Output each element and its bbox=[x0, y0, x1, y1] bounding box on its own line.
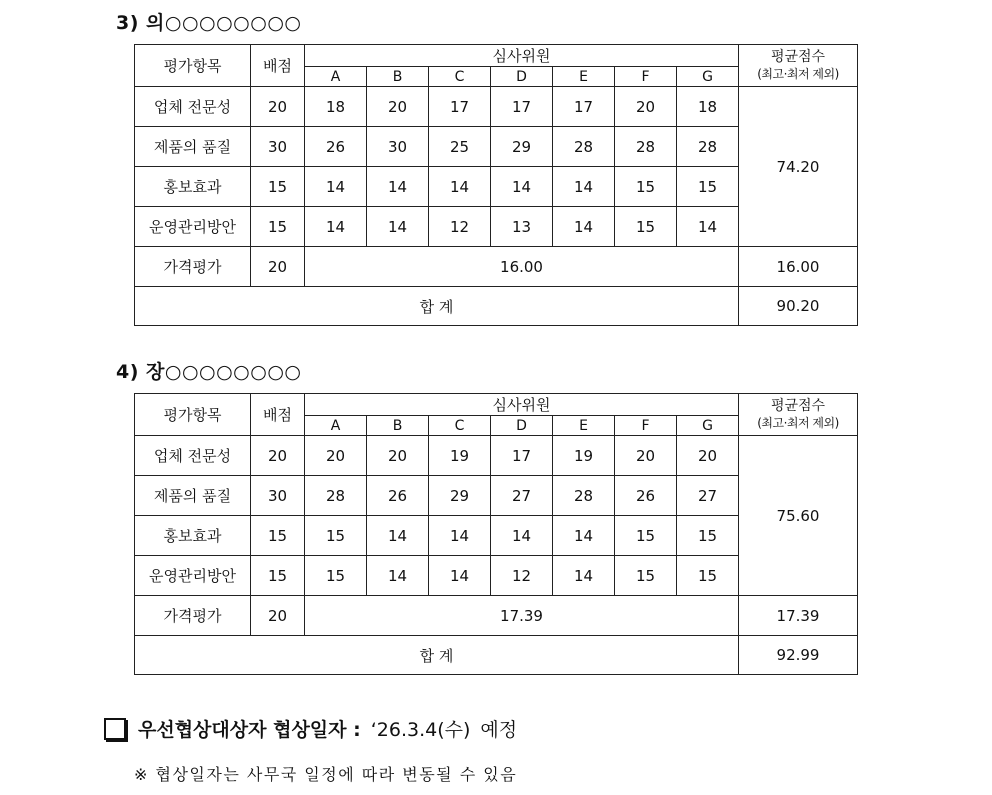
score-cell: 14 bbox=[429, 516, 491, 556]
average-score: 75.60 bbox=[739, 436, 858, 596]
schedule-note: ※ 협상일자는 사무국 일정에 따라 변동될 수 있음 bbox=[134, 765, 518, 784]
score-cell: 15 bbox=[305, 516, 367, 556]
row-label: 홍보효과 bbox=[135, 167, 251, 207]
score-table-3 bbox=[134, 44, 858, 326]
table-row bbox=[135, 87, 858, 127]
score-cell: 17 bbox=[491, 87, 553, 127]
row-label: 업체 전문성 bbox=[135, 436, 251, 476]
judge-label: C bbox=[429, 67, 491, 87]
row-weight: 20 bbox=[251, 436, 305, 476]
header-judges: 심사위원 bbox=[305, 394, 739, 416]
score-cell: 15 bbox=[305, 556, 367, 596]
total-value: 92.99 bbox=[739, 636, 858, 675]
score-cell: 14 bbox=[553, 167, 615, 207]
score-table-4 bbox=[134, 393, 858, 675]
header-weight: 배점 bbox=[251, 394, 305, 436]
score-cell: 14 bbox=[677, 207, 739, 247]
row-weight: 30 bbox=[251, 476, 305, 516]
score-cell: 28 bbox=[553, 127, 615, 167]
judge-label: G bbox=[677, 416, 739, 436]
total-row bbox=[135, 287, 858, 326]
header-average-note: (최고·최저 제외) bbox=[757, 66, 839, 81]
score-cell: 12 bbox=[491, 556, 553, 596]
header-average-label: 평균점수 bbox=[770, 48, 826, 65]
judge-label: D bbox=[491, 67, 553, 87]
table-row bbox=[135, 436, 858, 476]
total-row bbox=[135, 636, 858, 675]
score-cell: 17 bbox=[491, 436, 553, 476]
score-cell: 17 bbox=[553, 87, 615, 127]
score-cell: 27 bbox=[677, 476, 739, 516]
score-cell: 15 bbox=[615, 556, 677, 596]
row-weight: 15 bbox=[251, 167, 305, 207]
row-label: 운영관리방안 bbox=[135, 207, 251, 247]
negotiation-line bbox=[104, 715, 517, 742]
judge-label: G bbox=[677, 67, 739, 87]
negotiation-date: ‘26.3.4(수) bbox=[370, 719, 471, 741]
row-label: 운영관리방안 bbox=[135, 556, 251, 596]
score-cell: 15 bbox=[677, 516, 739, 556]
score-cell: 15 bbox=[677, 556, 739, 596]
row-weight: 15 bbox=[251, 516, 305, 556]
score-cell: 14 bbox=[491, 167, 553, 207]
score-cell: 20 bbox=[677, 436, 739, 476]
price-score: 17.39 bbox=[305, 596, 739, 636]
price-label: 가격평가 bbox=[135, 247, 251, 287]
score-cell: 20 bbox=[615, 436, 677, 476]
score-cell: 13 bbox=[491, 207, 553, 247]
score-cell: 14 bbox=[553, 207, 615, 247]
score-cell: 28 bbox=[677, 127, 739, 167]
score-cell: 27 bbox=[491, 476, 553, 516]
judge-label: A bbox=[305, 416, 367, 436]
price-row bbox=[135, 247, 858, 287]
judge-label: F bbox=[615, 67, 677, 87]
row-label: 홍보효과 bbox=[135, 516, 251, 556]
header-average-note: (최고·최저 제외) bbox=[757, 415, 839, 430]
score-cell: 14 bbox=[305, 207, 367, 247]
score-cell: 18 bbox=[677, 87, 739, 127]
checkbox-icon bbox=[104, 718, 126, 740]
row-weight: 15 bbox=[251, 556, 305, 596]
header-average bbox=[739, 45, 858, 87]
price-weight: 20 bbox=[251, 247, 305, 287]
total-label: 합 계 bbox=[135, 636, 739, 675]
section-4-title: 4) 장○○○○○○○○ bbox=[116, 361, 302, 383]
header-item: 평가항목 bbox=[135, 394, 251, 436]
judge-label: D bbox=[491, 416, 553, 436]
negotiation-planned: 예정 bbox=[480, 719, 518, 741]
judge-label: B bbox=[367, 416, 429, 436]
score-cell: 29 bbox=[491, 127, 553, 167]
score-cell: 14 bbox=[429, 167, 491, 207]
score-cell: 15 bbox=[677, 167, 739, 207]
score-cell: 15 bbox=[615, 167, 677, 207]
score-cell: 19 bbox=[553, 436, 615, 476]
price-label: 가격평가 bbox=[135, 596, 251, 636]
score-cell: 20 bbox=[305, 436, 367, 476]
row-weight: 30 bbox=[251, 127, 305, 167]
score-cell: 26 bbox=[305, 127, 367, 167]
judge-label: C bbox=[429, 416, 491, 436]
score-cell: 29 bbox=[429, 476, 491, 516]
row-weight: 20 bbox=[251, 87, 305, 127]
judge-label: B bbox=[367, 67, 429, 87]
score-cell: 14 bbox=[367, 516, 429, 556]
score-cell: 20 bbox=[367, 436, 429, 476]
price-score: 16.00 bbox=[305, 247, 739, 287]
score-cell: 12 bbox=[429, 207, 491, 247]
score-cell: 26 bbox=[367, 476, 429, 516]
score-cell: 28 bbox=[553, 476, 615, 516]
price-average: 17.39 bbox=[739, 596, 858, 636]
score-cell: 28 bbox=[615, 127, 677, 167]
score-cell: 30 bbox=[367, 127, 429, 167]
total-value: 90.20 bbox=[739, 287, 858, 326]
score-cell: 17 bbox=[429, 87, 491, 127]
price-row bbox=[135, 596, 858, 636]
score-cell: 26 bbox=[615, 476, 677, 516]
negotiation-label: 우선협상대상자 협상일자 : bbox=[138, 719, 361, 741]
score-cell: 19 bbox=[429, 436, 491, 476]
header-item: 평가항목 bbox=[135, 45, 251, 87]
header-judges: 심사위원 bbox=[305, 45, 739, 67]
judge-label: E bbox=[553, 416, 615, 436]
row-label: 제품의 품질 bbox=[135, 476, 251, 516]
judge-label: E bbox=[553, 67, 615, 87]
header-weight: 배점 bbox=[251, 45, 305, 87]
score-cell: 14 bbox=[429, 556, 491, 596]
score-cell: 14 bbox=[367, 556, 429, 596]
judge-label: A bbox=[305, 67, 367, 87]
score-cell: 14 bbox=[553, 516, 615, 556]
row-label: 제품의 품질 bbox=[135, 127, 251, 167]
score-cell: 14 bbox=[553, 556, 615, 596]
score-cell: 14 bbox=[367, 167, 429, 207]
judge-label: F bbox=[615, 416, 677, 436]
score-cell: 15 bbox=[615, 207, 677, 247]
score-cell: 14 bbox=[367, 207, 429, 247]
header-average-label: 평균점수 bbox=[770, 397, 826, 414]
score-cell: 15 bbox=[615, 516, 677, 556]
row-label: 업체 전문성 bbox=[135, 87, 251, 127]
score-cell: 20 bbox=[615, 87, 677, 127]
score-cell: 28 bbox=[305, 476, 367, 516]
score-cell: 20 bbox=[367, 87, 429, 127]
score-cell: 14 bbox=[491, 516, 553, 556]
header-average bbox=[739, 394, 858, 436]
average-score: 74.20 bbox=[739, 87, 858, 247]
price-weight: 20 bbox=[251, 596, 305, 636]
price-average: 16.00 bbox=[739, 247, 858, 287]
score-cell: 14 bbox=[305, 167, 367, 207]
score-cell: 25 bbox=[429, 127, 491, 167]
section-3-title: 3) 의○○○○○○○○ bbox=[116, 12, 302, 34]
total-label: 합 계 bbox=[135, 287, 739, 326]
score-cell: 18 bbox=[305, 87, 367, 127]
row-weight: 15 bbox=[251, 207, 305, 247]
